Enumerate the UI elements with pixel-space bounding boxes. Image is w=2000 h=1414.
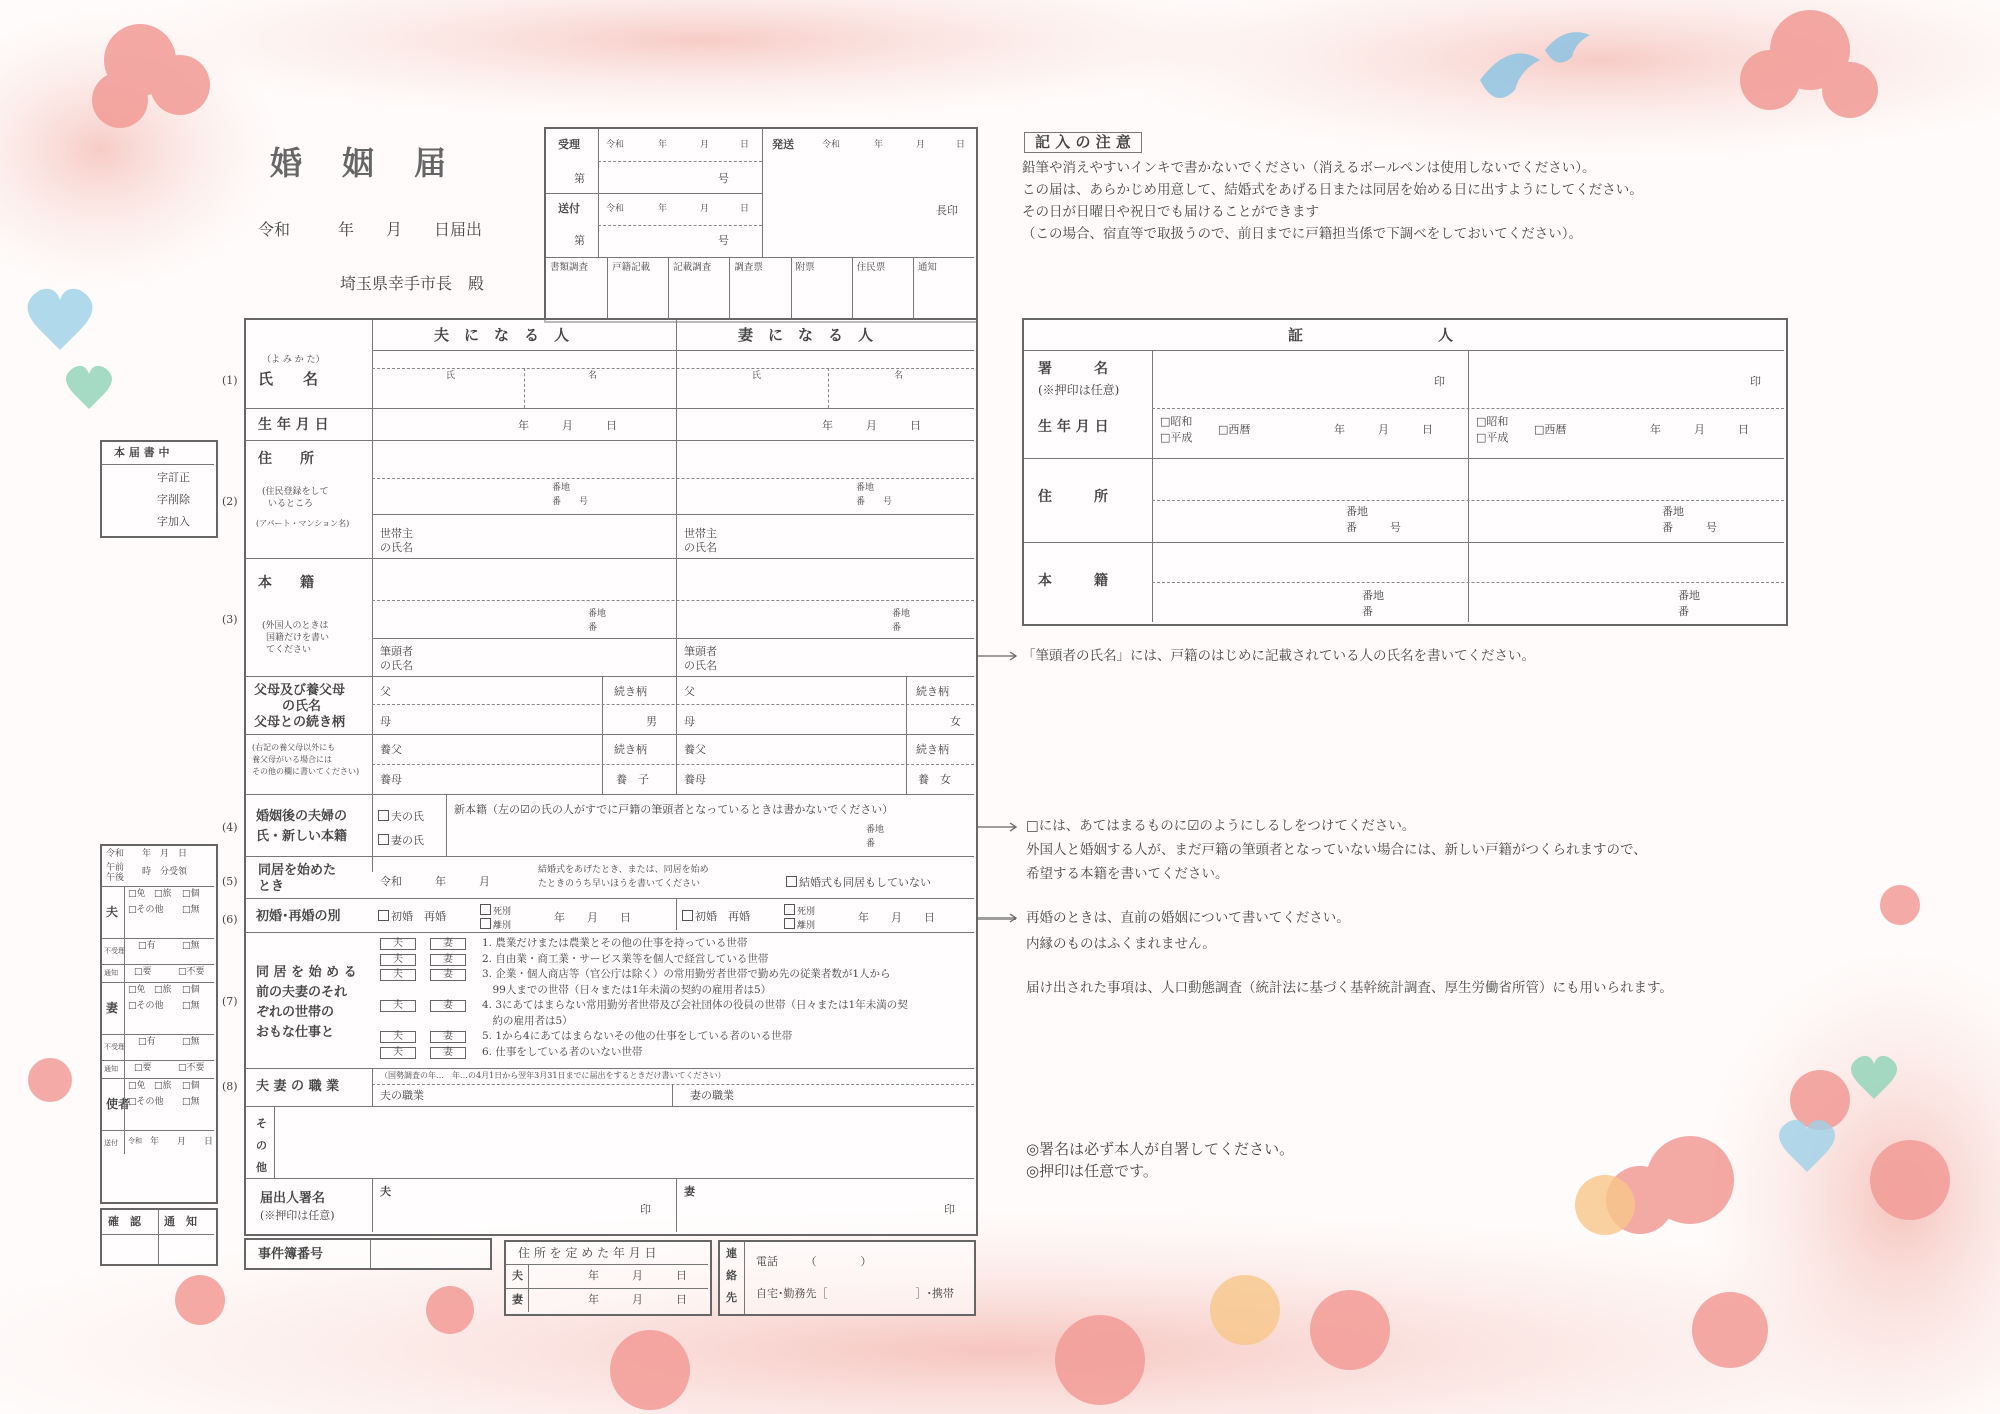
reiwa-label: 令和 bbox=[606, 140, 625, 150]
receipt-sofu-date[interactable]: 年 月 日 bbox=[150, 1137, 214, 1147]
wife-residence-date[interactable]: 年 月 日 bbox=[588, 1293, 687, 1306]
jusho-note: (アパート・マンション名) bbox=[256, 519, 350, 528]
check-note: 希望する本籍を書いてください。 bbox=[1026, 866, 1229, 882]
zokugara-label: 続き柄 bbox=[614, 685, 647, 698]
witness-shomei-note: (※押印は任意) bbox=[1038, 383, 1120, 397]
fuyo-option[interactable]: □不要 bbox=[178, 967, 205, 977]
witness1-honseki-field[interactable] bbox=[1156, 546, 1464, 618]
setainushi-label: 世帯主 bbox=[380, 527, 413, 540]
witness2-honseki-field[interactable] bbox=[1472, 546, 1780, 618]
father-field[interactable]: 父 bbox=[684, 685, 695, 698]
mei-label: 名 bbox=[588, 371, 598, 381]
mei-label: 名 bbox=[894, 371, 904, 381]
witness1-birth-date[interactable]: 年 月 日 bbox=[1334, 423, 1433, 436]
husband-residence-date[interactable]: 年 月 日 bbox=[588, 1269, 687, 1282]
jiken-box bbox=[244, 1238, 492, 1270]
adoptive-father-field[interactable]: 養父 bbox=[380, 743, 402, 756]
fuyo-option[interactable]: □不要 bbox=[178, 1063, 205, 1073]
job-category-label: 約の雇用者は5） bbox=[482, 1014, 573, 1027]
ko-option[interactable]: □個 bbox=[182, 985, 200, 995]
wife-name-field[interactable] bbox=[678, 370, 974, 406]
wife-sign-label: 妻 bbox=[684, 1185, 695, 1198]
hittosha-label: の氏名 bbox=[684, 659, 717, 672]
office-use-box bbox=[544, 127, 978, 323]
seal-mark: 印 bbox=[640, 1203, 651, 1216]
father-field[interactable]: 父 bbox=[380, 685, 391, 698]
banchi-label: 番地 bbox=[1346, 505, 1368, 518]
setainushi-label: の氏名 bbox=[684, 541, 717, 554]
office-check-cell[interactable] bbox=[852, 257, 913, 319]
office-check-label: 通知 bbox=[917, 262, 937, 273]
hittosha-label: 筆頭者 bbox=[684, 645, 717, 658]
wife-job-checkbox[interactable]: 妻 bbox=[430, 954, 466, 966]
banchi-label: 番地 bbox=[1662, 505, 1684, 518]
ban-label: 番 bbox=[588, 623, 598, 633]
reiwa-label: 令和 bbox=[822, 140, 841, 150]
office-check-label: 住民票 bbox=[856, 262, 886, 273]
saikon-note: 内縁のものはふくまれません。 bbox=[1026, 936, 1216, 952]
correction-item: 字削除 bbox=[157, 493, 190, 506]
witness2-birth-date[interactable]: 年 月 日 bbox=[1650, 423, 1749, 436]
office-check-label: 調査票 bbox=[734, 262, 763, 273]
tsuma-uji-label: 妻の氏 bbox=[391, 834, 424, 847]
jusho-note: いるところ bbox=[268, 499, 314, 509]
office-check-cell[interactable] bbox=[668, 257, 729, 319]
witness-shomei-label: 署 名 bbox=[1038, 361, 1108, 377]
new-name-label: 氏・新しい本籍 bbox=[256, 829, 348, 844]
note-line: 鉛筆や消えやすいインキで書かないでください（消えるボールペンは使用しないでください）。 bbox=[1022, 160, 1596, 176]
job-category-label: 5. 1から4にあてはまらないその他の仕事をしている者のいる世帯 bbox=[482, 1030, 793, 1042]
correction-item: 字訂正 bbox=[157, 471, 190, 484]
husband-job-checkbox[interactable]: 夫 bbox=[380, 938, 416, 950]
adoptive-mother-field[interactable]: 養母 bbox=[684, 773, 706, 786]
dai-label: 第 bbox=[574, 234, 585, 247]
day-label: 日 bbox=[740, 204, 750, 214]
receipt-otto-label: 夫 bbox=[106, 905, 119, 919]
check-note: 外国人と婚姻する人が、まだ戸籍の筆頭者となっていない場合には、新しい戸籍がつくられますので、 bbox=[1026, 842, 1647, 858]
dokyo-note: たときのうち早いほうを書いてください bbox=[538, 879, 701, 889]
contact-box bbox=[718, 1240, 976, 1316]
banchi-label: 番地 bbox=[1678, 589, 1700, 602]
yomikata-label: （よ み か た） bbox=[262, 355, 325, 365]
ban-label: 番 bbox=[866, 839, 876, 849]
banchi-label: 番地 bbox=[866, 825, 885, 835]
job-category-label: 3. 企業・個人商店等（官公庁は除く）の常用勤労者世帯で勤め先の従業者数が1人から bbox=[482, 968, 891, 980]
wife-job-checkbox[interactable]: 妻 bbox=[430, 969, 466, 981]
sign-note: ◎押印は任意です。 bbox=[1026, 1162, 1158, 1180]
reiwa-label: 令和 bbox=[606, 204, 625, 214]
tsuchi-label: 通 知 bbox=[164, 1215, 197, 1228]
husband-sign-label: 夫 bbox=[380, 1185, 391, 1198]
bango-label: 番 号 bbox=[552, 497, 589, 507]
uji-label: 氏 bbox=[752, 371, 762, 381]
sofu-label: 送付 bbox=[104, 1139, 118, 1147]
job-category-label: 2. 自由業・商工業・サービス業等を個人で経営している世帯 bbox=[482, 952, 769, 965]
otto-uji-label: 夫の氏 bbox=[391, 810, 424, 823]
shokon-label: 初婚 bbox=[391, 910, 413, 923]
witness2-address-field[interactable] bbox=[1472, 462, 1780, 538]
month-label: 月 bbox=[700, 140, 710, 150]
check-note: □には、あてはまるものに☑のようにしるしをつけてください。 bbox=[1026, 818, 1416, 834]
witness-birth-label: 生 年 月 日 bbox=[1038, 419, 1109, 435]
todokede-note: (※押印は任意) bbox=[260, 1209, 335, 1222]
confirm-box bbox=[100, 1208, 218, 1266]
gozen-label: 午前 bbox=[106, 863, 125, 873]
receipt-tsuma-label: 妻 bbox=[106, 1001, 119, 1015]
fujuri-label: 不受理 bbox=[104, 1043, 125, 1051]
wife-job-checkbox[interactable]: 妻 bbox=[430, 1000, 466, 1012]
ban-label: 番 bbox=[1678, 605, 1689, 618]
dokyo-label: 同居を始めた bbox=[258, 863, 337, 878]
row-number: (3) bbox=[222, 613, 238, 626]
dokyo-label: とき bbox=[258, 879, 285, 894]
parents-label: 父母との続き柄 bbox=[254, 715, 346, 730]
job-category-label: 1. 農業だけまたは農業とその他の仕事を持っている世帯 bbox=[482, 937, 748, 949]
arrow-icon bbox=[976, 650, 1022, 920]
filing-date-line[interactable]: 令和 年 月 日届出 bbox=[258, 220, 483, 239]
husband-signature-field[interactable] bbox=[376, 1182, 672, 1228]
husband-job-checkbox[interactable]: 夫 bbox=[380, 969, 416, 981]
wife-shibetsu-option[interactable] bbox=[784, 904, 815, 917]
ko-option[interactable]: □個 bbox=[182, 889, 200, 899]
husband-column-header: 夫 に な る 人 bbox=[434, 326, 570, 344]
otoko-label: 男 bbox=[646, 715, 657, 728]
men-option[interactable]: □免 bbox=[128, 889, 146, 899]
husband-birth-field[interactable]: 年 月 日 bbox=[518, 419, 617, 432]
husband-honseki-field[interactable] bbox=[374, 560, 674, 636]
setainushi-label: 世帯主 bbox=[684, 527, 717, 540]
uji-label: 氏 bbox=[446, 371, 456, 381]
sonota-option[interactable]: □その他 bbox=[128, 1097, 164, 1107]
onna-label: 女 bbox=[950, 715, 961, 728]
wife-job-checkbox[interactable]: 妻 bbox=[430, 1031, 466, 1043]
new-honseki-field[interactable] bbox=[450, 818, 970, 852]
nashi-option[interactable]: □無 bbox=[182, 941, 200, 951]
row-number: (5) bbox=[222, 875, 238, 888]
witness-box bbox=[1022, 318, 1788, 626]
zokugara-label: 続き柄 bbox=[614, 743, 647, 756]
month-label: 月 bbox=[700, 204, 710, 214]
husband-surname-checkbox[interactable] bbox=[378, 810, 424, 822]
marriage-form bbox=[244, 318, 978, 1236]
renraku-label: 先 bbox=[726, 1291, 737, 1304]
wife-signature-field[interactable] bbox=[680, 1182, 972, 1228]
job-category-label: 4. 3にあてはまらない常用勤労者世帯及び会社団体の役員の世帯（日々または1年未満の契 bbox=[482, 999, 908, 1011]
adoptive-mother-field[interactable]: 養母 bbox=[380, 773, 402, 786]
office-check-label: 戸籍記載 bbox=[612, 262, 651, 273]
new-honseki-label: 新本籍（左の☑の氏の人がすでに戸籍の筆頭者となっているときは書かないでください） bbox=[454, 803, 894, 816]
shokugyo-label: 夫 妻 の 職 業 bbox=[256, 1079, 340, 1094]
witness2-signature-field[interactable] bbox=[1472, 354, 1780, 404]
seal-mark: 印 bbox=[1434, 375, 1445, 388]
ryo-option[interactable]: □旅 bbox=[154, 889, 172, 899]
showa-option[interactable]: □昭和 bbox=[1160, 415, 1193, 428]
husband-prev-marriage-date[interactable]: 年 月 日 bbox=[554, 911, 631, 924]
phone-field[interactable]: 電話 （ ） bbox=[756, 1255, 872, 1268]
sonota-option[interactable]: □その他 bbox=[128, 1001, 164, 1011]
parents-label: 父母及び養父母 bbox=[254, 683, 346, 698]
wife-birth-field[interactable]: 年 月 日 bbox=[822, 419, 921, 432]
men-option[interactable]: □免 bbox=[128, 1081, 146, 1091]
mu-option[interactable]: □無 bbox=[182, 1097, 200, 1107]
saikon-label: 初婚･再婚の別 bbox=[256, 909, 341, 924]
ari-option[interactable]: □有 bbox=[138, 1037, 156, 1047]
wife-job-checkbox[interactable]: 妻 bbox=[430, 1047, 466, 1059]
husband-occupation-field[interactable]: 夫の職業 bbox=[380, 1089, 424, 1102]
mother-field[interactable]: 母 bbox=[380, 715, 391, 728]
year-label: 年 bbox=[658, 204, 668, 214]
husband-job-checkbox[interactable]: 夫 bbox=[380, 1000, 416, 1012]
office-check-cell[interactable] bbox=[913, 257, 974, 319]
correction-item: 字加入 bbox=[157, 515, 190, 528]
shokugyo-note: （国勢調査の年… 年…の4月1日から翌年3月31日までに届出をするときだけ書いてください） bbox=[380, 1071, 726, 1080]
seal-mark: 印 bbox=[1750, 375, 1761, 388]
receipt-time[interactable]: 時 分受領 bbox=[142, 867, 188, 877]
hittosha-label: 筆頭者 bbox=[380, 645, 413, 658]
witness-jusho-label: 住 所 bbox=[1038, 489, 1108, 505]
banchi-label: 番地 bbox=[1362, 589, 1384, 602]
dokyo-note: 結婚式をあげたとき、または、同居を始め bbox=[538, 865, 709, 875]
residence-date-box bbox=[504, 1240, 712, 1316]
wife-occupation-field[interactable]: 妻の職業 bbox=[690, 1089, 734, 1102]
row-number: (8) bbox=[222, 1080, 238, 1093]
wife-column-header: 妻 に な る 人 bbox=[738, 326, 874, 344]
sonota-label: の bbox=[256, 1139, 267, 1152]
shibetsu-label: 死別 bbox=[797, 907, 816, 917]
parents-note: その他の欄に書いてください) bbox=[252, 767, 360, 776]
juri-label: 受理 bbox=[558, 138, 580, 151]
hittosha-label: の氏名 bbox=[380, 659, 413, 672]
job-category-label: 99人までの世帯（日々または1年未満の契約の雇用者は5） bbox=[482, 983, 772, 996]
youjo-label: 養 女 bbox=[918, 773, 951, 786]
banchi-label: 番地 bbox=[588, 609, 607, 619]
day-label: 日 bbox=[956, 140, 966, 150]
wife-job-checkbox[interactable]: 妻 bbox=[430, 938, 466, 950]
parents-note: 養父母がいる場合には bbox=[252, 755, 332, 764]
husband-address-field[interactable] bbox=[374, 442, 674, 512]
shimei-label: 氏 名 bbox=[258, 370, 319, 388]
form-title: 婚 姻 届 bbox=[270, 144, 451, 182]
wife-rikon-option[interactable] bbox=[784, 918, 815, 931]
shigoto-label: 同 居 を 始 め る bbox=[256, 965, 357, 980]
banchi-label: 番地 bbox=[856, 483, 875, 493]
work-phone-field[interactable]: 自宅･勤務先［ ］･携帯 bbox=[756, 1287, 954, 1300]
seireki-option[interactable]: □西暦 bbox=[1218, 423, 1251, 436]
sign-note: ◎署名は必ず本人が自署してください。 bbox=[1026, 1140, 1295, 1158]
wife-address-field[interactable] bbox=[678, 442, 974, 512]
honseki-note: てください bbox=[266, 645, 312, 655]
year-label: 年 bbox=[658, 140, 668, 150]
setainushi-label: の氏名 bbox=[380, 541, 413, 554]
shigoto-label: ぞれの世帯の bbox=[256, 1005, 335, 1020]
day-label: 日 bbox=[740, 140, 750, 150]
seireki-option[interactable]: □西暦 bbox=[1534, 423, 1567, 436]
tsuchi-label: 通知 bbox=[104, 1065, 118, 1073]
tokei-note: 届け出された事項は、人口動態調査（統計法に基づく基幹統計調査、厚生労働省所管）にも用いられます。 bbox=[1026, 980, 1673, 996]
receipt-shisha-label: 使者 bbox=[106, 1097, 131, 1111]
job-category-label: 6. 仕事をしている者のいない世帯 bbox=[482, 1045, 643, 1058]
residence-date-label: 住 所 を 定 め た 年 月 日 bbox=[518, 1246, 657, 1260]
husband-marriage-type[interactable] bbox=[378, 910, 446, 922]
sonota-label: そ bbox=[256, 1117, 267, 1130]
dokyo-date-field[interactable]: 令和 年 月 bbox=[380, 875, 490, 888]
hasso-label: 発送 bbox=[772, 138, 794, 151]
heisei-option[interactable]: □平成 bbox=[1160, 431, 1193, 444]
office-check-cell[interactable] bbox=[791, 257, 852, 319]
showa-option[interactable]: □昭和 bbox=[1476, 415, 1509, 428]
witness-title: 証 人 bbox=[1288, 326, 1454, 344]
sonota-label: 他 bbox=[256, 1161, 267, 1174]
mother-field[interactable]: 母 bbox=[684, 715, 695, 728]
sonota-option[interactable]: □その他 bbox=[128, 905, 164, 915]
shigoto-label: おもな仕事と bbox=[256, 1025, 335, 1040]
ryo-option[interactable]: □旅 bbox=[154, 1081, 172, 1091]
wife-prev-marriage-date[interactable]: 年 月 日 bbox=[858, 911, 935, 924]
parents-note: (右記の養父母以外にも bbox=[252, 743, 336, 752]
birth-label: 生 年 月 日 bbox=[258, 417, 329, 433]
honseki-note: 国籍だけを書い bbox=[266, 633, 330, 643]
row-number: (1) bbox=[222, 374, 238, 387]
kakunin-label: 確 認 bbox=[108, 1215, 141, 1228]
dai-label: 第 bbox=[574, 172, 585, 185]
parents-label: の氏名 bbox=[282, 699, 322, 714]
saikon-option: 再婚 bbox=[424, 910, 446, 923]
chouin-label: 長印 bbox=[936, 204, 958, 217]
go-label: 号 bbox=[718, 234, 729, 247]
receipt-date[interactable]: 令和 年 月 日 bbox=[106, 849, 188, 859]
note-line: その日が日曜日や祝日でも届けることができます bbox=[1022, 204, 1319, 220]
ari-option[interactable]: □有 bbox=[138, 941, 156, 951]
gogo-label: 午後 bbox=[106, 873, 125, 883]
office-check-label: 附票 bbox=[795, 262, 815, 273]
wife-honseki-field[interactable] bbox=[678, 560, 974, 636]
adoptive-father-field[interactable]: 養父 bbox=[684, 743, 706, 756]
office-check-label: 書類調査 bbox=[550, 262, 589, 273]
row-number: (4) bbox=[222, 821, 238, 834]
witness1-signature-field[interactable] bbox=[1156, 354, 1464, 404]
husband-shibetsu-option[interactable] bbox=[480, 904, 511, 917]
go-label: 号 bbox=[718, 172, 729, 185]
youshi-label: 養 子 bbox=[616, 773, 649, 786]
shibetsu-label: 死別 bbox=[493, 907, 512, 917]
seal-mark: 印 bbox=[944, 1203, 955, 1216]
husband-job-checkbox[interactable]: 夫 bbox=[380, 954, 416, 966]
ko-option[interactable]: □個 bbox=[182, 1081, 200, 1091]
ban-label: 番 bbox=[892, 623, 902, 633]
renraku-label: 絡 bbox=[726, 1269, 737, 1282]
witness-honseki-label: 本 籍 bbox=[1038, 573, 1108, 589]
fujuri-label: 不受理 bbox=[104, 947, 125, 955]
wife-residence-label: 妻 bbox=[512, 1293, 523, 1306]
shokon-label: 初婚 bbox=[695, 910, 717, 923]
jusho-note: (住民登録をして bbox=[262, 487, 329, 497]
wife-surname-checkbox[interactable] bbox=[378, 834, 424, 846]
renraku-label: 連 bbox=[726, 1247, 737, 1260]
addressee: 埼玉県幸手市長 殿 bbox=[340, 274, 485, 293]
husband-rikon-option[interactable] bbox=[480, 918, 511, 931]
wife-marriage-type[interactable] bbox=[682, 910, 750, 922]
office-check-cell[interactable] bbox=[729, 257, 790, 319]
other-notes-field[interactable] bbox=[278, 1110, 968, 1174]
men-option[interactable]: □免 bbox=[128, 985, 146, 995]
ban-label: 番 bbox=[1362, 605, 1373, 618]
month-label: 月 bbox=[916, 140, 926, 150]
row-number: (2) bbox=[222, 495, 238, 508]
row-number: (6) bbox=[222, 913, 238, 926]
witness1-address-field[interactable] bbox=[1156, 462, 1464, 538]
no-ceremony-checkbox[interactable] bbox=[786, 876, 931, 888]
note-line: この届は、あらかじめ用意して、結婚式をあげる日または同居を始める日に出すようにしてください。 bbox=[1022, 182, 1643, 198]
yo-option[interactable]: □要 bbox=[134, 1063, 152, 1073]
honseki-note: (外国人のときは bbox=[262, 621, 329, 631]
note-line: （この場合、宿直等で取扱うので、前日までに戸籍担当係で下調べをしておいてください）。 bbox=[1022, 226, 1582, 242]
heisei-option[interactable]: □平成 bbox=[1476, 431, 1509, 444]
banchi-label: 番地 bbox=[892, 609, 911, 619]
office-check-cell[interactable] bbox=[607, 257, 668, 319]
yo-option[interactable]: □要 bbox=[134, 967, 152, 977]
jusho-label: 住 所 bbox=[258, 451, 314, 467]
sofu-label: 送付 bbox=[558, 202, 580, 215]
rikon-label: 離別 bbox=[493, 921, 512, 931]
husband-job-checkbox[interactable]: 夫 bbox=[380, 1031, 416, 1043]
zokugara-label: 続き柄 bbox=[916, 743, 949, 756]
arrow-icon bbox=[976, 912, 1022, 924]
new-name-label: 婚姻後の夫婦の bbox=[256, 809, 348, 824]
bango-label: 番 号 bbox=[1662, 521, 1717, 534]
saikon-option: 再婚 bbox=[728, 910, 750, 923]
nashi-option[interactable]: □無 bbox=[182, 1037, 200, 1047]
correction-box-title: 本 届 書 中 bbox=[114, 446, 170, 459]
husband-job-checkbox[interactable]: 夫 bbox=[380, 1047, 416, 1059]
correction-box bbox=[100, 440, 218, 538]
hittosha-note: 「筆頭者の氏名」には、戸籍のはじめに記載されている人の氏名を書いてください。 bbox=[1022, 648, 1535, 664]
notes-heading: 記 入 の 注 意 bbox=[1024, 132, 1142, 153]
husband-name-field[interactable] bbox=[374, 370, 674, 406]
no-ceremony-label: 結婚式も同居もしていない bbox=[799, 876, 931, 889]
reiwa-label: 令和 bbox=[128, 1137, 142, 1145]
honseki-label: 本 籍 bbox=[258, 575, 314, 591]
zokugara-label: 続き柄 bbox=[916, 685, 949, 698]
rikon-label: 離別 bbox=[797, 921, 816, 931]
receipt-box bbox=[100, 844, 218, 1204]
year-label: 年 bbox=[874, 140, 884, 150]
husband-residence-label: 夫 bbox=[512, 1269, 523, 1282]
row-number: (7) bbox=[222, 995, 238, 1008]
todokede-label: 届出人署名 bbox=[260, 1191, 326, 1206]
banchi-label: 番地 bbox=[552, 483, 571, 493]
tsuchi-label: 通知 bbox=[104, 969, 118, 977]
saikon-note: 再婚のときは、直前の婚姻について書いてください。 bbox=[1026, 910, 1350, 926]
ryo-option[interactable]: □旅 bbox=[154, 985, 172, 995]
office-check-cell[interactable] bbox=[546, 257, 607, 319]
jiken-label: 事件簿番号 bbox=[258, 1247, 324, 1262]
office-check-label: 記載調査 bbox=[673, 262, 712, 273]
mu-option[interactable]: □無 bbox=[182, 905, 200, 915]
mu-option[interactable]: □無 bbox=[182, 1001, 200, 1011]
shigoto-label: 前の夫妻のそれ bbox=[256, 985, 348, 1000]
bango-label: 番 号 bbox=[856, 497, 893, 507]
bango-label: 番 号 bbox=[1346, 521, 1401, 534]
